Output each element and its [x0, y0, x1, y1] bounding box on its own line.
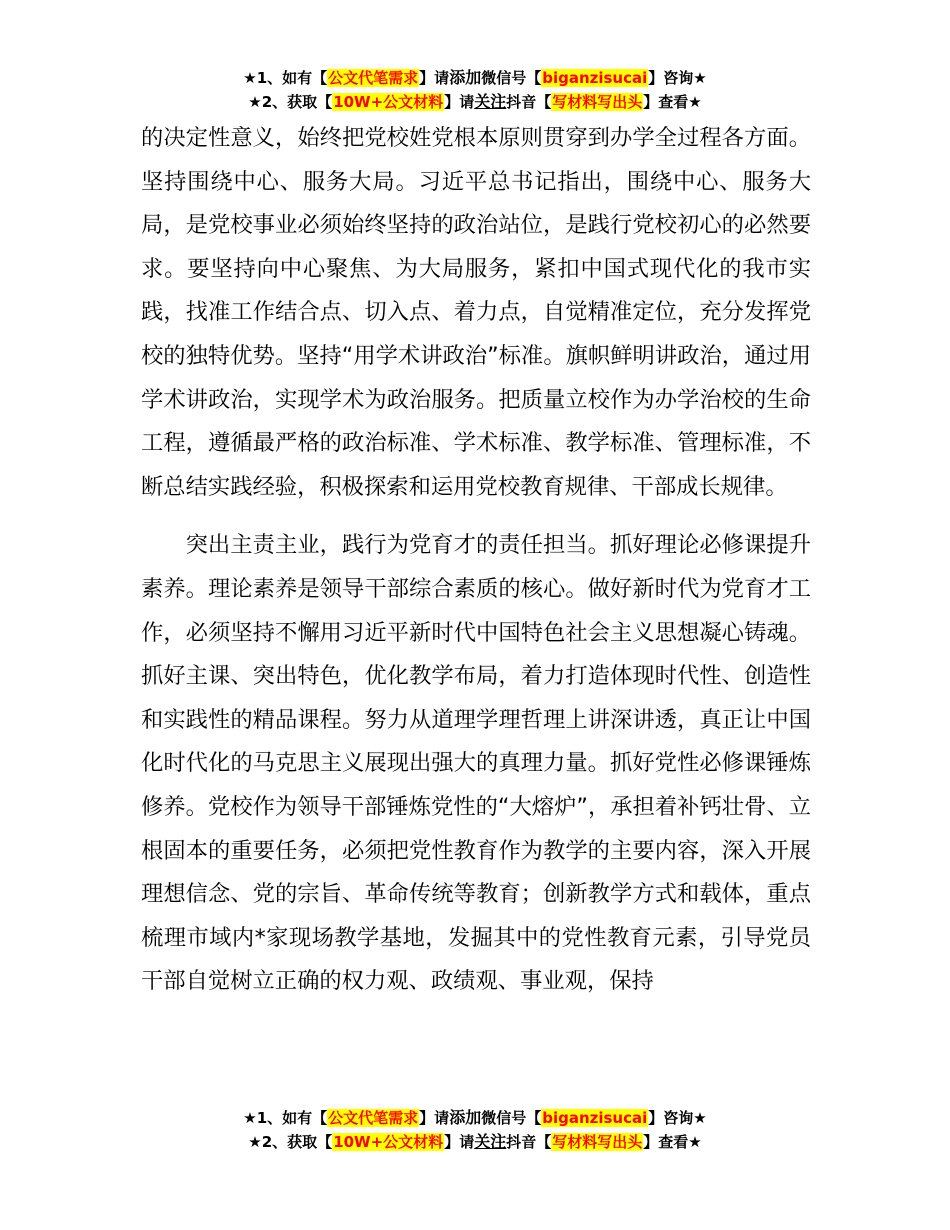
highlight-materials: 10W+公文材料 [333, 1133, 444, 1151]
paragraph-2: 突出主责主业，践行为党育才的责任担当。抓好理论必修课提升素养。理论素养是领导干部综合素质的核心。做好新时代为党育才工作，必须坚持不懈用习近平新时代中国特色社会主义思想凝心铸魂。抓好主课、突出特色，优化教学布局，着力打造体现时代性、创造性和实践性的精品课程。努力从道理学理哲理上讲深讲透，真正让中国化时代化的马克思主义展现出强大的真理力量。抓好党性必修课锤炼修养。党校作为领导干部锤炼党性的“大熔炉”，承担着补钙壮骨、立根固本的重要任务，必须把党性教育作为教学的主要内容，深入开展理想信念、党的宗旨、革命传统等教育；创新教学方式和载体，重点梳理市域内*家现场教学基地，发掘其中的党性教育元素，引导党员干部自觉树立正确的权力观、政绩观、事业观，保持 [141, 532, 811, 995]
highlight-wechat-id: biganzisucai [542, 69, 648, 87]
banner-text: 】请 [444, 1133, 475, 1151]
banner-text: 】咨询★ [648, 69, 707, 87]
banner-text: 1、如有【 [256, 1109, 328, 1127]
banner-text: 抖音【 [506, 93, 552, 111]
banner-emphasis: 添加 [449, 1108, 482, 1127]
banner-text: 抖音【 [506, 1133, 552, 1151]
banner-emphasis: 关注 [474, 92, 507, 111]
highlight-service: 公文代笔需求 [328, 69, 419, 87]
banner-text: 】请 [419, 1109, 450, 1127]
highlight-wechat-id: biganzisucai [542, 1109, 648, 1127]
header-banner [0, 66, 950, 114]
highlight-douyin: 写材料写出头 [552, 93, 643, 111]
banner-text: 微信号【 [481, 69, 542, 87]
banner-text: 】查看★ [643, 93, 702, 111]
footer-banner [0, 1106, 950, 1154]
header-line-1 [0, 66, 950, 90]
header-line-2 [0, 90, 950, 114]
star-icon: ★ [248, 1133, 262, 1151]
banner-emphasis: 关注 [474, 1132, 507, 1151]
star-icon: ★ [248, 93, 262, 111]
banner-text: 】咨询★ [648, 1109, 707, 1127]
highlight-douyin: 写材料写出头 [552, 1133, 643, 1151]
star-icon: ★ [243, 69, 257, 87]
highlight-materials: 10W+公文材料 [333, 93, 444, 111]
banner-text: 1、如有【 [256, 69, 328, 87]
banner-text: 微信号【 [481, 1109, 542, 1127]
highlight-service: 公文代笔需求 [328, 1109, 419, 1127]
banner-text: 2、获取【 [261, 93, 333, 111]
star-icon: ★ [243, 1109, 257, 1127]
banner-text: 】请 [444, 93, 475, 111]
footer-line-1 [0, 1106, 950, 1130]
banner-text: 】查看★ [643, 1133, 702, 1151]
banner-text: 】请 [419, 69, 450, 87]
banner-emphasis: 添加 [449, 68, 482, 87]
banner-text: 2、获取【 [261, 1133, 333, 1151]
footer-line-2 [0, 1130, 950, 1154]
paragraph-1: 的决定性意义，始终把党校姓党根本原则贯穿到办学全过程各方面。坚持围绕中心、服务大局。习近平总书记指出，围绕中心、服务大局，是党校事业必须始终坚持的政治站位，是践行党校初心的必然要求。要坚持向中心聚焦、为大局服务，紧扣中国式现代化的我市实践，找准工作结合点、切入点、着力点，自觉精准定位，充分发挥党校的独特优势。坚持“用学术讲政治”标准。旗帜鲜明讲政治，通过用学术讲政治，实现学术为政治服务。把质量立校作为办学治校的生命工程，遵循最严格的政治标准、学术标准、教学标准、管理标准，不断总结实践经验，积极探索和运用党校教育规律、干部成长规律。 [141, 125, 811, 500]
document-body [141, 117, 811, 1004]
